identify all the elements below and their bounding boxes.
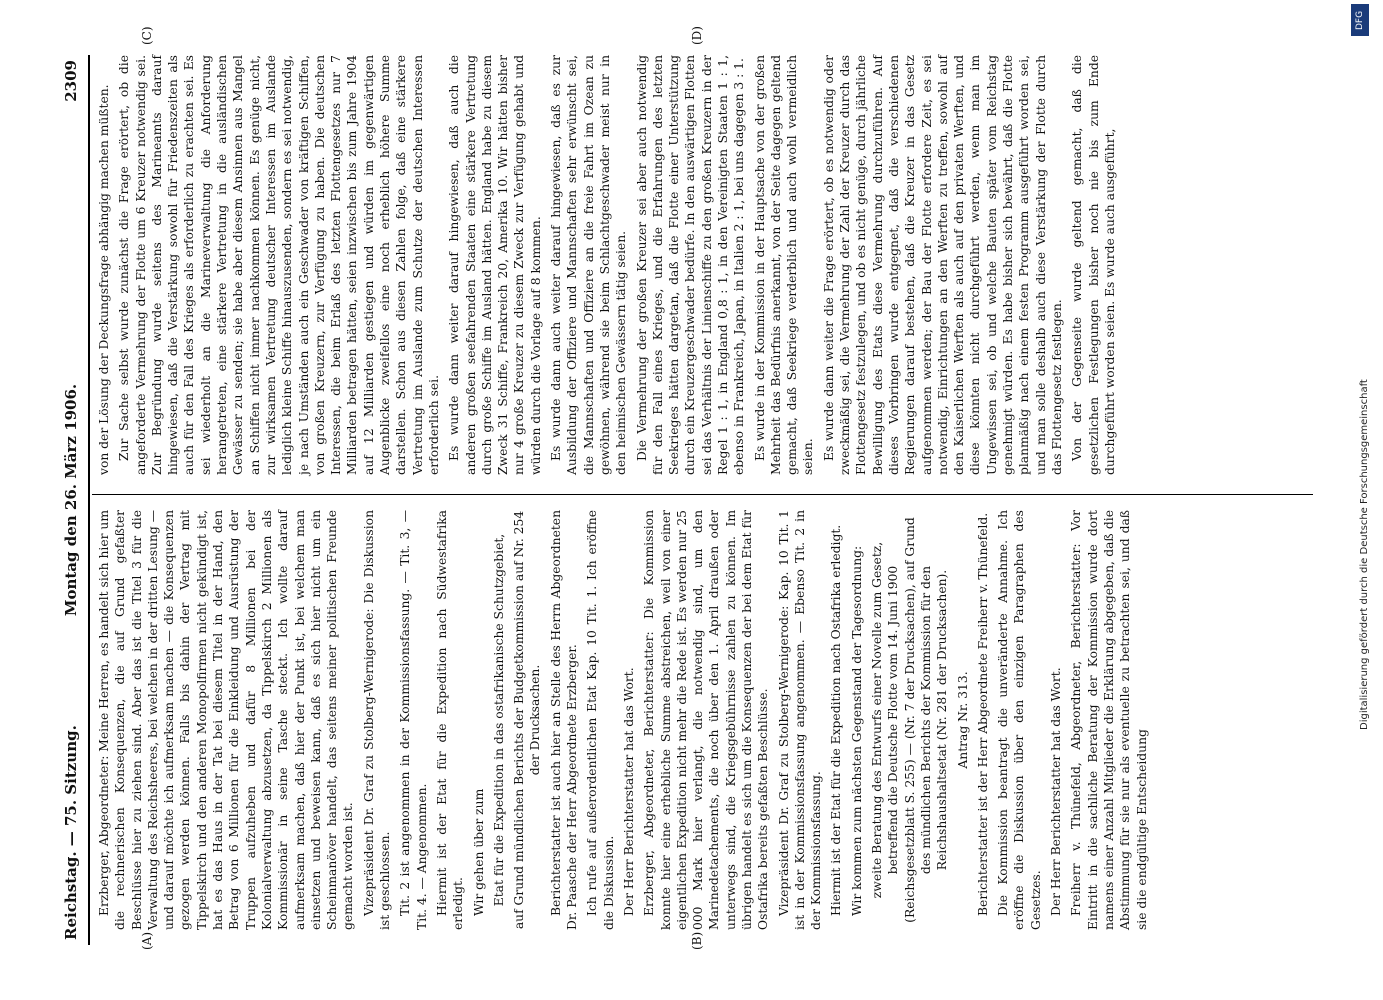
column-divider — [92, 494, 1313, 495]
margin-mark-a: (A) — [140, 931, 154, 950]
paragraph: Es wurde dann weiter die Frage erörtert, ob es notwendig oder zweckmäßig sei, die Vermehrung der Zahl der Kreuzer durch das Flottengesetz festzulegen, und ob es nicht genüge, durch jährliche Bewilligung des Etats diese Vermehrung durchzuführen. Auf dieses Vorbringen wurde entgegnet, daß die verschiedenen Regierungen darauf bestehen, daß die Kreuzer in das Gesetz aufgenommen werden; der Bau der Flotte erfordere Zeit, es sei notwendig, Einrichtungen an den Werften zu treffen, sowohl auf den Kaiserlichen Werften als auch auf den privaten Werften, und diese könnten nicht durchgeführt werden, wenn man im Ungewissen sei, ob und welche Bauten später vom Reichstag genehmigt würden. Es habe bisher sich bewährt, daß die Flotte planmäßig nach einem festen Programm ausgeführt worden sei, und man solle deshalb auch diese Verstärkung der Flotte durch das Flottengesetz festlegen. — [821, 55, 1064, 475]
paragraph: Von der Gegenseite wurde geltend gemacht, daß die gesetzlichen Festlegungen bisher noch nie bis zum Ende durchgeführt worden seien. Es wurde auch ausgeführt, — [1070, 55, 1117, 475]
paragraph: Freiherr v. Thünefeld, Abgeordneter, Berichterstatter: Vor Eintritt in die sachliche Beratung der Kommission wurde dort namens einer Anzahl Mitglieder die Erklärung abgegeben, daß die Abstimmung für sie nur als eventuelle zu betrachten sei, und daß sie die endgültige Entscheidung — [1069, 510, 1149, 930]
page-number: 2309 — [62, 60, 80, 102]
header-left: Reichstag. — 75. Sitzung. — [62, 725, 80, 940]
agenda-item: Etat für die Expedition in das ostafrikanische Schutzgebiet, — [491, 533, 506, 907]
digitization-sidebar — [1355, 0, 1377, 1000]
paragraph: Tit. 2 ist angenommen in der Kommissionsfassung. — Tit. 3, — Tit. 4. — Angenommen. — [398, 510, 429, 930]
running-header — [62, 60, 84, 940]
paragraph: von der Lösung der Deckungsfrage abhängig machen müßten. — [97, 84, 111, 475]
paragraph: auf Grund mündlichen Berichts der Budgetkommission auf Nr. 254 der Drucksachen. — [512, 510, 543, 930]
paragraph: Zur Sache selbst wurde zunächst die Frage erörtert, ob die angeforderte Vermehrung der Flotte um 6 Kreuzer notwendig sei. Zur Begründung wurde seitens des Marineamts darauf hingewiesen, daß die Verstärkung sowohl für Friedenszeiten als auch für den Fall des Krieges als erforderlich zu erachten sei. Es sei wiederholt an die Marineverwaltung die Anforderung herangetreten, eine stärkere Vertretung in die ausländischen Gewässer zu senden; sie habe aber diesem Ansinnen aus Mangel an Schiffen nicht immer nachkommen können. Es genüge nicht, zur wirksamen Vertretung deutscher Interessen im Auslande lediglich kleine Schiffe hinauszusenden, sondern es sei notwendig, je nach Umständen auch ein Geschwader von kräftigen Schiffen, von großen Kreuzern, zur Verfügung zu haben. Die deutschen Interessen, die beim Erlaß des letzten Flottengesetzes nur 7 Milliarden betragen hätten, seien inzwischen bis zum Jahre 1904 auf 12 Milliarden gestiegen und würden im gegenwärtigen Augenblicke zweifellos eine noch erheblich höhere Summe darstellen. Schon aus diesen Zahlen folge, daß eine stärkere Vertretung im Auslande zum Schutze der deutschen Interessen erforderlich sei. — [117, 55, 441, 475]
paragraph: Die Vermehrung der großen Kreuzer sei aber auch notwendig für den Fall eines Krieges, und die Erfahrungen des letzten Seekrieges hätten dargetan, daß die Flotte einer Unterstützung durch ein Kreuzergeschwader bedürfe. In den auswärtigen Flotten sei das Verhältnis der Linienschiffe zu den großen Kreuzern in der Regel 1 : 1, in England 0,8 : 1, in den Vereinigten Staaten 1 : 1, ebenso in Frankreich, Japan, in Italien 2 : 1, bei uns dagegen 3 : 1. — [634, 55, 747, 475]
paragraph: Antrag Nr. 313. — [955, 671, 970, 769]
dfg-logo: DFG — [1351, 4, 1369, 36]
agenda-item: zweite Beratung des Entwurfs einer Novelle zum Gesetz, betreffend die Deutsche Flotte vom 14. Juni 1900 (Reichsgesetzblatt S. 255) — (Nr. 7 der Drucksachen), auf Grund des mündlichen Berichts der Kommission für den Reichshaushaltsetat (Nr. 281 der Drucksachen). — [870, 517, 950, 923]
paragraph: Hiermit ist der Etat für die Expedition nach Südwestafrika erledigt. — [434, 510, 466, 930]
paragraph: Die Kommission beantragt die unveränderte Annahme. Ich eröffne die Diskussion über den einzigen Paragraphen des Gesetzes. — [996, 510, 1043, 930]
paragraph: Es wurde dann weiter darauf hingewiesen, daß auch die anderen großen seefahrenden Staaten eine stärkere Vertretung durch große Schiffe im Ausland hätten. England habe zu diesem Zweck 31 Schiffe, Frankreich 20, Amerika 10. Wir hätten bisher nur 4 große Kreuzer zu diesem Zweck zur Verfügung gehabt und würden durch die Vorlage auf 8 kommen. — [447, 55, 543, 475]
header-center: Montag den 26. März 1906. — [62, 383, 80, 617]
margin-mark-b: (B) — [690, 931, 704, 950]
paragraph: Es wurde dann auch weiter darauf hingewiesen, daß es zur Ausbildung der Offiziere und Mannschaften sehr erwünscht sei, die Mannschaften und Offiziere an die freie Fahrt im Ozean zu gewöhnen, während sie beim Schlachtgeschwader meist nur in den heimischen Gewässern tätig seien. — [549, 55, 629, 475]
paragraph: Wir gehen über zum — [471, 788, 486, 916]
paragraph: Es wurde in der Kommission in der Hauptsache von der großen Mehrheit das Bedürfnis anerkannt, von der Seite dagegen geltend gemacht, daß Seekriege verderblich und auch wohl vermeidlich seien. — [752, 55, 816, 475]
paragraph: Der Herr Berichterstatter hat das Wort. — [621, 667, 636, 916]
paragraph: Wir kommen zum nächsten Gegenstand der Tagesordnung: — [849, 545, 864, 916]
digitization-credit: Digitalisierung gefördert durch die Deutsche Forschungsgemeinschaft — [1359, 379, 1370, 730]
margin-mark-c: (C) — [140, 26, 154, 45]
paragraph: Berichterstatter ist auch hier an Stelle des Herrn Abgeordneten Dr. Paasche der Herr Abgeordnete Erzberger. — [548, 510, 580, 930]
header-rule — [88, 55, 90, 945]
left-column — [96, 510, 1154, 930]
paragraph: Hiermit ist der Etat für die Expedition nach Ostafrika erledigt. — [829, 524, 844, 916]
paragraph: Der Herr Berichterstatter hat das Wort. — [1049, 667, 1064, 916]
paragraph: Berichterstatter ist der Herr Abgeordnete Freiherr v. Thünefeld. — [975, 512, 990, 916]
right-column — [96, 55, 1122, 475]
paragraph: Ich rufe auf außerordentlichen Etat Kap. 10 Tit. 1. Ich eröffne die Diskussion. — [585, 510, 616, 930]
paragraph: Vizepräsident Dr. Graf zu Stolberg-Wernigerode: Kap. 10 Tit. 1 ist in der Kommissionsfassung angenommen. — Ebenso Tit. 2 in der Kommissionsfassung. — [776, 510, 824, 930]
paragraph: Erzberger, Abgeordneter: Meine Herren, es handelt sich hier um die rechnerischen Konsequenzen, die auf Grund gefaßter Beschlüsse hier zu ziehen sind. Aber das ist die Titel 3 für die Verwaltung des Reichsheeres, bei welchen in der dritten Lesung — und darauf möchte ich aufmerksam machen — die Konsequenzen gezogen werden können. Falls bis dahin der Vertrag mit Tippelskirch und den anderen Monopolfirmen nicht gekündigt ist, hat es das Haus in der Tat bei diesem Titel in der Hand, den Betrag von 6 Millionen für die Einkleidung und Ausrüstung der Truppen aufzuheben und dafür 8 Millionen bei der Kolonialverwaltung abzusetzen, da Tippelskirch 2 Millionen als Kommissionär in seine Tasche steckt. Ich wollte darauf aufmerksam machen, daß hier der Punkt ist, bei welchem man einsetzen und beweisen kann, daß es sich hier nicht um ein Scheinmanöver handelt, das seitens meiner politischen Freunde gemacht worden ist. — [97, 510, 356, 930]
paragraph: Vizepräsident Dr. Graf zu Stolberg-Wernigerode: Die Diskussion ist geschlossen. — [361, 510, 393, 930]
margin-mark-d: (D) — [690, 26, 704, 45]
paragraph: Erzberger, Abgeordneter, Berichterstatter: Die Kommission konnte hier eine erhebliche Summe abstreichen, weil von einer eigentlichen Expedition nicht mehr die Rede ist. Es werden nur 25 000 Mark hier verlangt, die notwendig sind, um den Marinedetachements, die noch über den 1. April draußen oder unterwegs sind, die Kriegsgebührnisse zahlen zu können. Im übrigen handelt es sich um die Konsequenzen der bei dem Etat für Ostafrika bereits gefaßten Beschlüsse. — [642, 510, 771, 930]
